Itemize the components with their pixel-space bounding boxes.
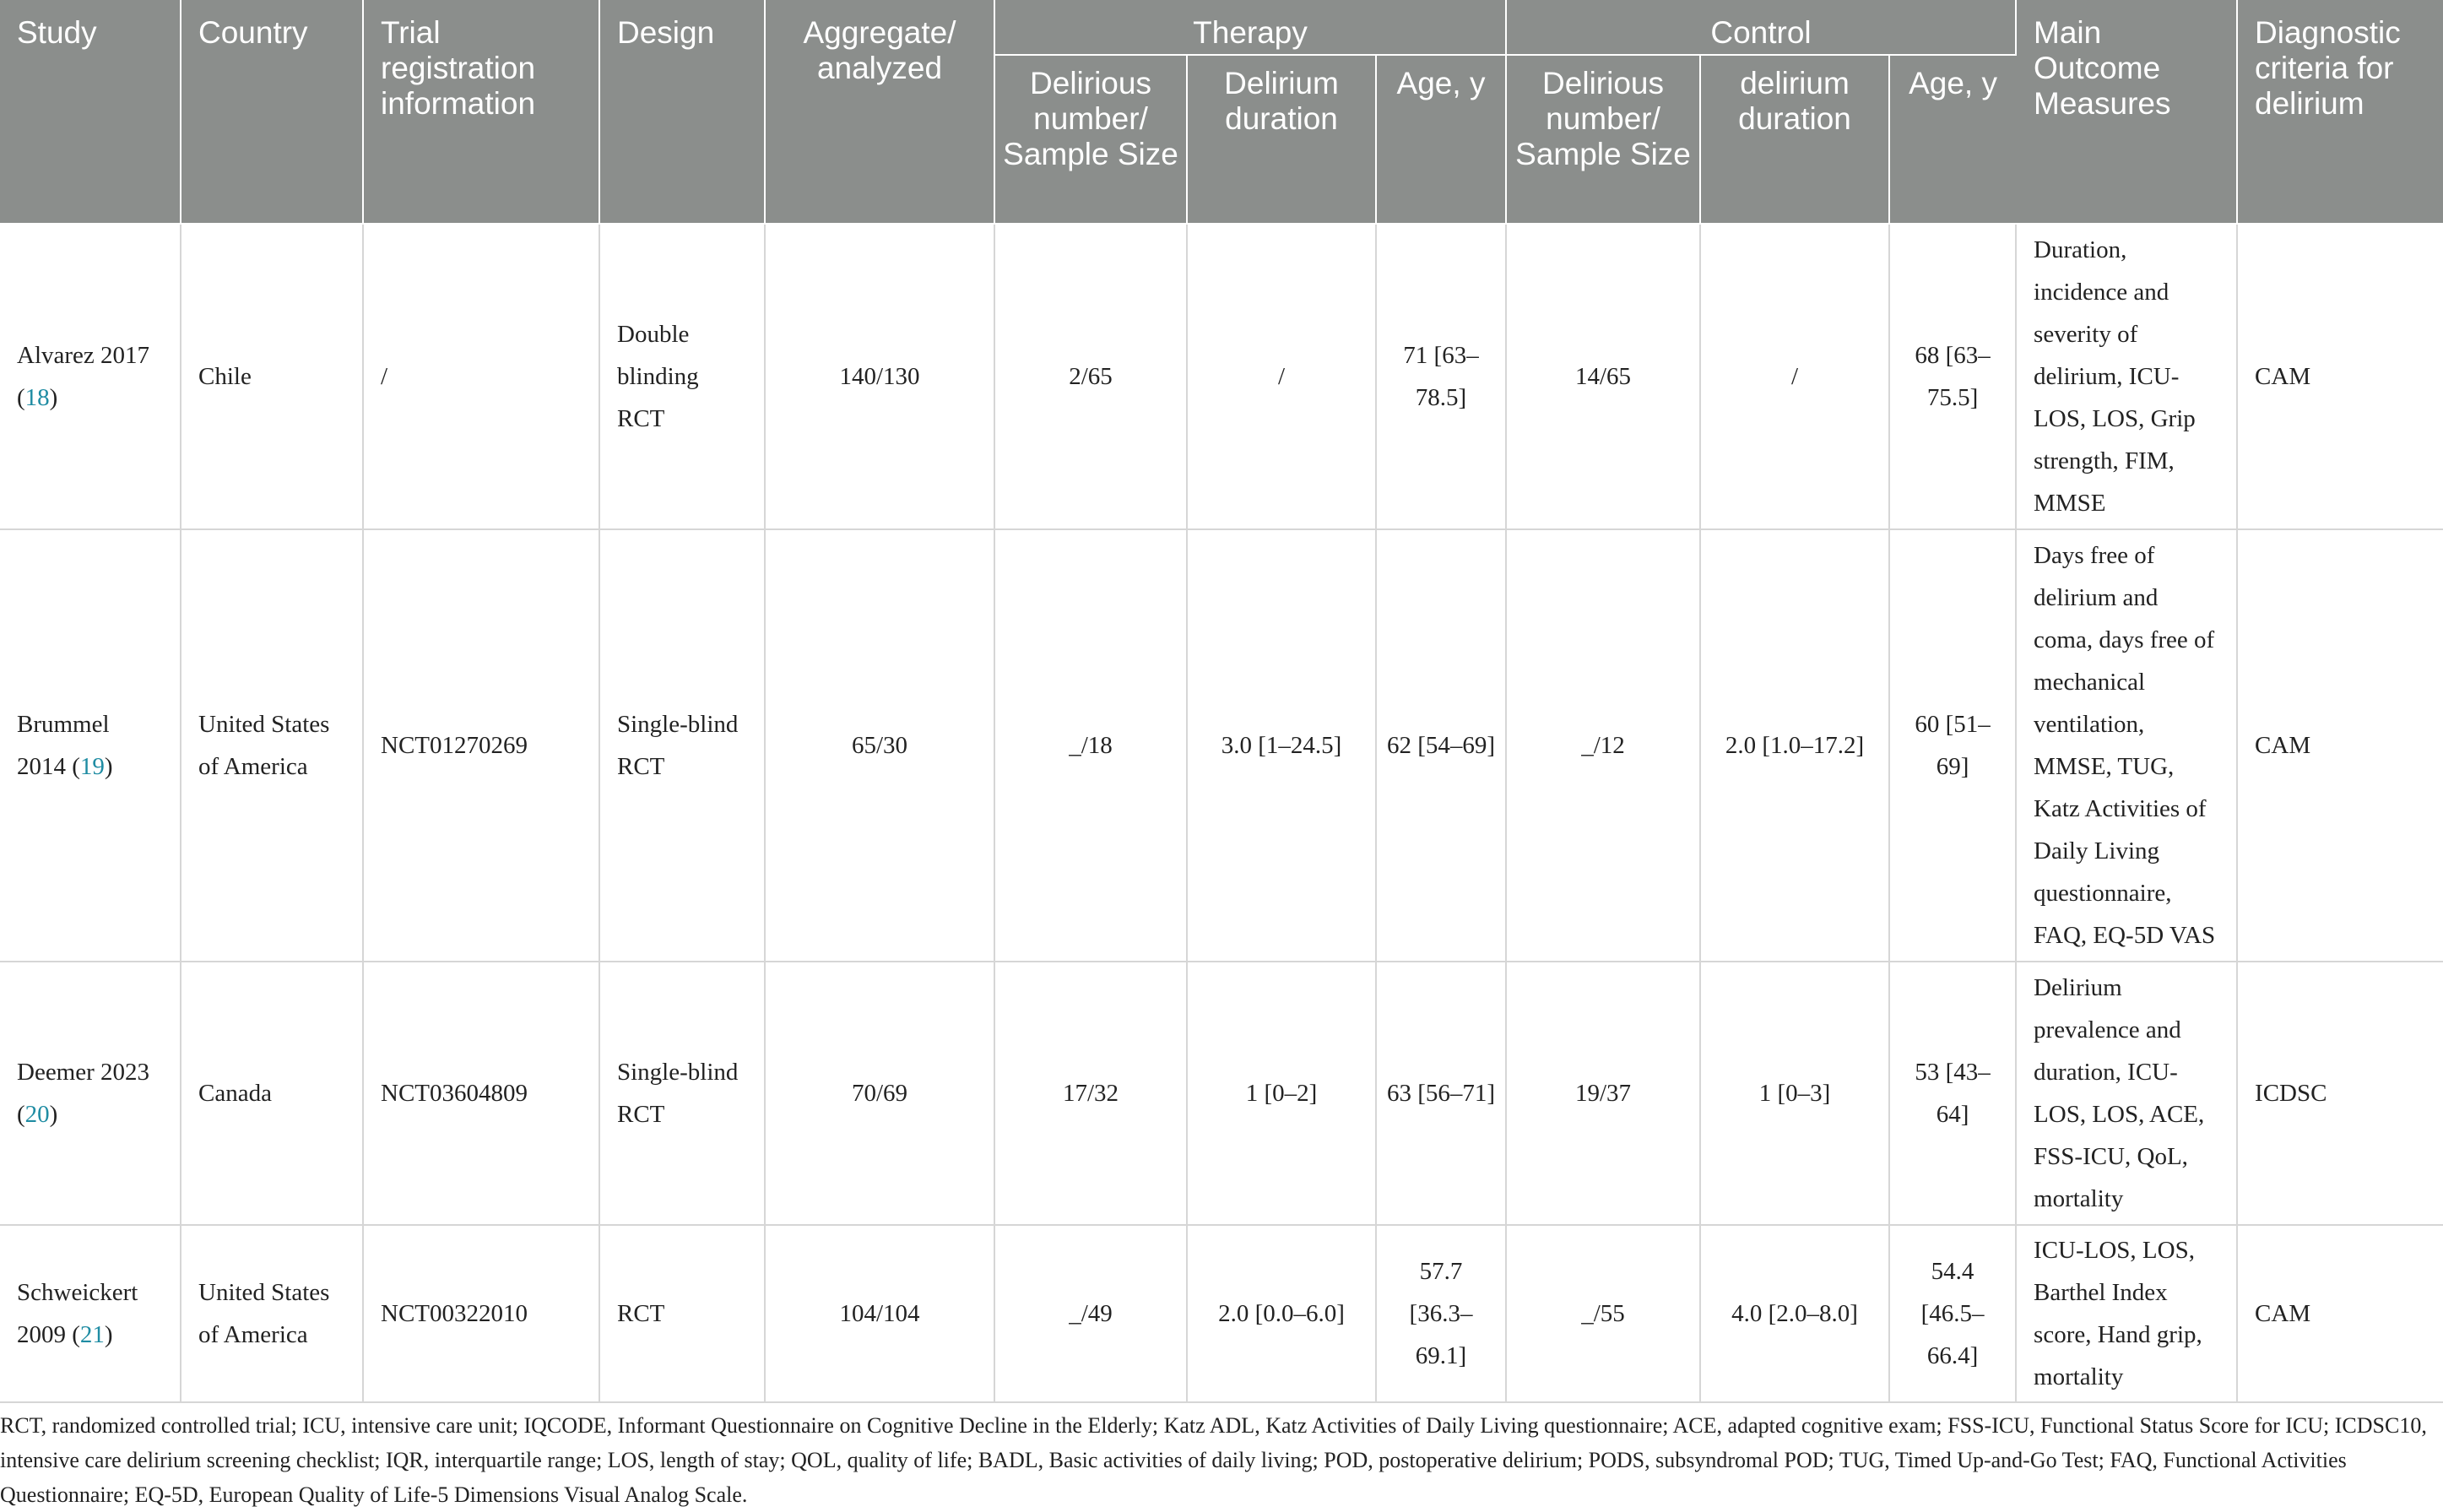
study-name: Alvarez 2017 xyxy=(17,342,150,369)
header-therapy-delirious: Delirious number/ Sample Size xyxy=(994,55,1187,224)
cell-therapy-delirious: 2/65 xyxy=(994,224,1187,529)
study-name: Schweickert 2009 xyxy=(17,1279,138,1348)
header-therapy-duration: Delirium duration xyxy=(1187,55,1376,224)
table-row xyxy=(0,1225,2443,1402)
study-name: Brummel 2014 xyxy=(17,711,110,780)
header-therapy-age: Age, y xyxy=(1376,55,1506,224)
cell-design: Single-blind RCT xyxy=(599,529,765,962)
cell-control-age: 60 [51–69] xyxy=(1889,529,2016,962)
cell-therapy-duration: 2.0 [0.0–6.0] xyxy=(1187,1225,1376,1402)
cell-control-duration: 1 [0–3] xyxy=(1700,962,1889,1225)
cell-control-age: 53 [43–64] xyxy=(1889,962,2016,1225)
header-study: Study xyxy=(0,0,181,224)
reference-link[interactable]: 21 xyxy=(79,1321,105,1348)
study-name: Deemer 2023 xyxy=(17,1059,150,1086)
cell-country: Chile xyxy=(181,224,363,529)
cell-therapy-age: 57.7 [36.3–69.1] xyxy=(1376,1225,1506,1402)
cell-control-duration: 2.0 [1.0–17.2] xyxy=(1700,529,1889,962)
header-diagnostic-criteria: Diagnostic criteria for delirium xyxy=(2237,0,2443,224)
cell-therapy-age: 62 [54–69] xyxy=(1376,529,1506,962)
cell-study: Alvarez 2017 (18) xyxy=(0,224,181,529)
cell-therapy-delirious: _/18 xyxy=(994,529,1187,962)
cell-country: United States of America xyxy=(181,1225,363,1402)
cell-study: Brummel 2014 (19) xyxy=(0,529,181,962)
cell-criteria: ICDSC xyxy=(2237,962,2443,1225)
cell-outcome: Duration, incidence and severity of delirium, ICU-LOS, LOS, Grip strength, FIM, MMSE xyxy=(2016,224,2237,529)
cell-study: Schweickert 2009 (21) xyxy=(0,1225,181,1402)
table-row xyxy=(0,224,2443,529)
cell-design: Double blinding RCT xyxy=(599,224,765,529)
cell-control-duration: 4.0 [2.0–8.0] xyxy=(1700,1225,1889,1402)
reference-link[interactable]: 20 xyxy=(24,1101,50,1128)
cell-therapy-age: 71 [63–78.5] xyxy=(1376,224,1506,529)
cell-study: Deemer 2023 (20) xyxy=(0,962,181,1225)
cell-control-delirious: 14/65 xyxy=(1506,224,1700,529)
header-trial-registration: Trial registration information xyxy=(363,0,599,224)
header-control-age: Age, y xyxy=(1889,55,2016,224)
cell-control-delirious: _/12 xyxy=(1506,529,1700,962)
cell-therapy-age: 63 [56–71] xyxy=(1376,962,1506,1225)
cell-therapy-duration: / xyxy=(1187,224,1376,529)
cell-aggregate: 140/130 xyxy=(765,224,994,529)
table-row xyxy=(0,529,2443,962)
cell-trial: NCT00322010 xyxy=(363,1225,599,1402)
cell-design: Single-blind RCT xyxy=(599,962,765,1225)
header-aggregate: Aggregate/ analyzed xyxy=(765,0,994,224)
cell-criteria: CAM xyxy=(2237,224,2443,529)
cell-criteria: CAM xyxy=(2237,1225,2443,1402)
cell-aggregate: 70/69 xyxy=(765,962,994,1225)
cell-therapy-duration: 1 [0–2] xyxy=(1187,962,1376,1225)
cell-aggregate: 104/104 xyxy=(765,1225,994,1402)
table-row xyxy=(0,962,2443,1225)
header-main-outcome: Main Outcome Measures xyxy=(2016,0,2237,224)
header-therapy: Therapy xyxy=(994,0,1506,55)
cell-control-delirious: _/55 xyxy=(1506,1225,1700,1402)
cell-outcome: Delirium prevalence and duration, ICU-LOS, LOS, ACE, FSS-ICU, QoL, mortality xyxy=(2016,962,2237,1225)
cell-control-age: 68 [63–75.5] xyxy=(1889,224,2016,529)
table-footnote: RCT, randomized controlled trial; ICU, intensive care unit; IQCODE, Informant Questionnaire on Cognitive Decline in the Elderly; Katz ADL, Katz Activities of Daily Living questionnaire; ACE, adapted cognitive exam; FSS-ICU, Functional Status Score for ICU; ICDSC10, intensive care delirium screening checklist; IQR, interquartile range; LOS, length of stay; QOL, quality of life; BADL, Basic activities of daily living; POD, postoperative delirium; PODS, subsyndromal POD; TUG, Timed Up-and-Go Test; FAQ, Functional Activities Questionnaire; EQ-5D, European Quality of Life-5 Dimensions Visual Analog Scale. xyxy=(0,1413,2427,1507)
cell-country: United States of America xyxy=(181,529,363,962)
cell-control-delirious: 19/37 xyxy=(1506,962,1700,1225)
cell-trial: NCT03604809 xyxy=(363,962,599,1225)
cell-aggregate: 65/30 xyxy=(765,529,994,962)
reference-link[interactable]: 19 xyxy=(79,753,105,780)
cell-outcome: ICU-LOS, LOS, Barthel Index score, Hand grip, mortality xyxy=(2016,1225,2237,1402)
cell-control-age: 54.4 [46.5–66.4] xyxy=(1889,1225,2016,1402)
cell-control-duration: / xyxy=(1700,224,1889,529)
header-country: Country xyxy=(181,0,363,224)
header-control: Control xyxy=(1506,0,2016,55)
cell-therapy-delirious: _/49 xyxy=(994,1225,1187,1402)
header-control-delirious: Delirious number/ Sample Size xyxy=(1506,55,1700,224)
cell-trial: NCT01270269 xyxy=(363,529,599,962)
reference-link[interactable]: 18 xyxy=(24,384,50,411)
header-control-duration: delirium duration xyxy=(1700,55,1889,224)
header-design: Design xyxy=(599,0,765,224)
cell-therapy-delirious: 17/32 xyxy=(994,962,1187,1225)
cell-design: RCT xyxy=(599,1225,765,1402)
cell-outcome: Days free of delirium and coma, days free of mechanical ventilation, MMSE, TUG, Katz Activities of Daily Living questionnaire, FAQ, EQ-5D VAS xyxy=(2016,529,2237,962)
cell-criteria: CAM xyxy=(2237,529,2443,962)
cell-therapy-duration: 3.0 [1–24.5] xyxy=(1187,529,1376,962)
cell-trial: / xyxy=(363,224,599,529)
cell-country: Canada xyxy=(181,962,363,1225)
